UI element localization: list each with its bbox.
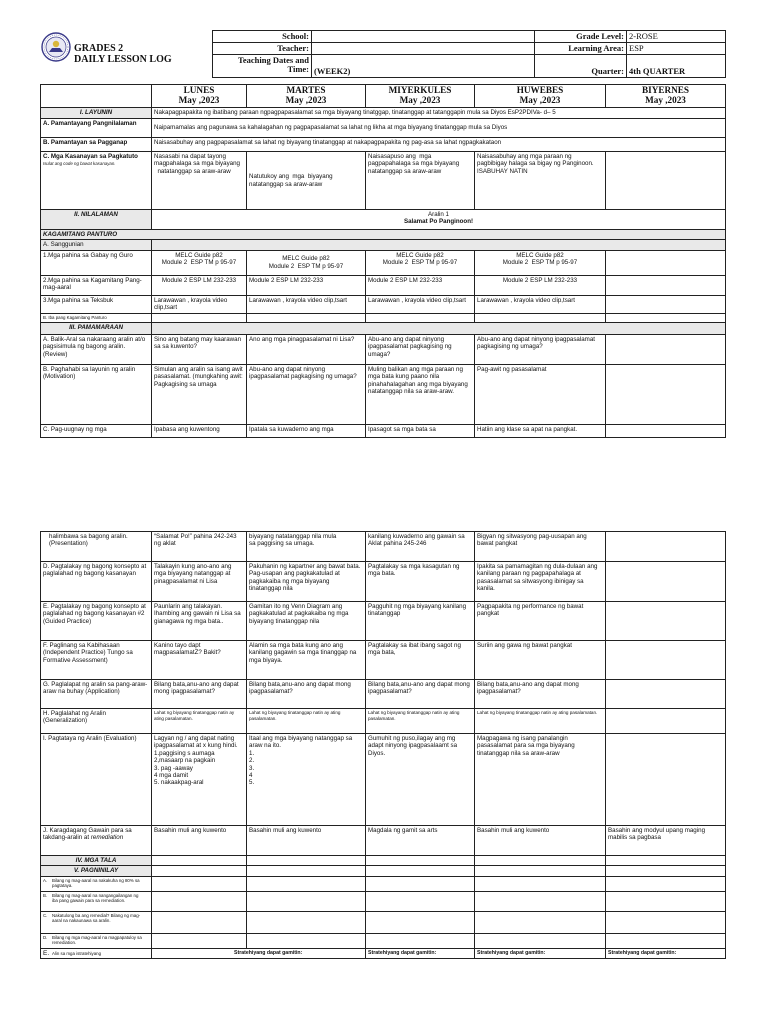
f-label: F. Paglinang sa Kabihasaan (Independent Practice) Tungo sa Formative Assessment) (41, 641, 152, 680)
i-cell-4: Magpagawa ng isang panalangin pasasalamat para sa mga biyayang tinatanggap nila sa araw-araw (475, 734, 606, 826)
title-log: DAILY LESSON LOG (74, 54, 172, 65)
presentation-cell-1: “Salamat Po!” pahina 242-243 ng aklat (152, 532, 247, 562)
tala-cell-4 (475, 856, 606, 866)
presentation-start-3: Ipasagot sa mga bata sa (366, 424, 475, 437)
b-text: Naisasabuhay ang pagpapasalamat sa lahat ng biyayang tinatanggap at nakapagpapakita ng pag-asa sa lahat ngpagkakataon (152, 138, 726, 152)
presentation-start-5 (606, 424, 726, 437)
strat-cell-4: Stratehiyang dapat gamitin: (606, 948, 726, 958)
c-label-cell (41, 152, 152, 210)
lesson-table-page2 (40, 531, 726, 959)
lm-cell-3: Module 2 ESP LM 232-233 (366, 275, 475, 295)
presentation-cell-2: biyayang natatanggap nila mula sa paggising sa umaga. (247, 532, 366, 562)
g-cell-5 (606, 680, 726, 709)
h-label: H. Paglalahat ng Aralin (Generalization) (41, 709, 152, 734)
school-value (312, 31, 535, 43)
quarter-label: Quarter: (535, 55, 627, 78)
area-value: ESP (627, 43, 726, 55)
row-motivation (41, 364, 726, 424)
pamamaraan-label: III. PAMAMARAAN (41, 322, 152, 334)
tala-cell-5 (606, 856, 726, 866)
f-cell-4: Suriin ang gawa ng bawat pangkat (475, 641, 606, 680)
review-cell-3: Abu-ano ang dapat ninyong ipagpasalamat pagkagising ng umaga? (366, 334, 475, 364)
row-pc (41, 911, 726, 933)
c-cell-5 (606, 152, 726, 210)
c-cell-3: Naisasapuso ang mga pagpapahalaga sa mga biyayang natatanggap sa araw-araw (366, 152, 475, 210)
motivation-cell-4: Pag-awit ng pasasalamat (475, 364, 606, 424)
day-lunes: LUNES May ,2023 (152, 85, 247, 108)
presentation-start-2: Ipatala sa kuwaderno ang mga (247, 424, 366, 437)
pd-label: Bilang ng mga mag-aaral na magpapatuloy sa remediation. (52, 934, 142, 946)
e-label: E. Pagtalakay ng bagong konsepto at paglalahad ng bagong kasanayan #2 (Guided Practice) (41, 602, 152, 641)
presentation-cell-4: Bigyan ng sitwasyong pag-uusapan ang bawat pangkat (475, 532, 606, 562)
gabay-cell-3: MELC Guide p82 Module 2 ESP TM p 95-97 (366, 250, 475, 275)
area-label: Learning Area: (535, 43, 627, 55)
tala-cell-3 (366, 856, 475, 866)
j-cell-4: Basahin muli ang kuwento (475, 826, 606, 856)
pb-label: Bilang ng mag-aaral na nangangailangan ng iba pang gawain para sa remediation. (52, 892, 139, 904)
e-cell-5 (606, 602, 726, 641)
row-b-pamantayan (41, 138, 726, 152)
row-d-konsepto (41, 562, 726, 602)
tala-cell-1 (152, 856, 247, 866)
row-pd (41, 933, 726, 948)
layunin-text: Nakapagpapakita ng ibatibang paraan ngpagpapasalamat sa mga biyayang tinatggap, tinatanggap at tatanggapin mula sa Diyos EsP2PDIVa- d– 5 (152, 108, 726, 119)
f-cell-1: Kanino tayo dapt magpasalamatZ? Bakit? (152, 641, 247, 680)
motivation-label: B. Paghahabi sa layunin ng aralin (Motivation) (41, 364, 152, 424)
j-cell-5: Basahin ang modyul upang maging mabilis sa pagbasa (606, 826, 726, 856)
presentation-label-start: C. Pag-uugnay ng mga (41, 424, 152, 437)
iba-cell-5 (606, 313, 726, 322)
title-grade: GRADES 2 (74, 43, 124, 54)
g-label: G. Paglalapat ng aralin sa pang-araw-araw na buhay (Application) (41, 680, 152, 709)
row-c-kasanayan (41, 152, 726, 210)
iba-cell-1 (152, 313, 247, 322)
row-teksbuk (41, 295, 726, 313)
d-cell-3: Pagtalakay sa mga kasagutan ng mga bata. (366, 562, 475, 602)
pe-label: Alin sa mga istratehiyang (52, 950, 102, 956)
row-pb (41, 891, 726, 911)
review-label: A. Balik-Aral sa nakaraang aralin at/o pagsisimula ng bagong aralin.(Review) (41, 334, 152, 364)
ninilay-cell-3 (366, 866, 475, 876)
day-biyernes: BIYERNES May ,2023 (606, 85, 726, 108)
ninilay-cell-4 (475, 866, 606, 876)
school-label: School: (213, 31, 312, 43)
j-label: J. Karagdagang Gawain para sa takdang-aralin at (43, 827, 132, 842)
d-cell-1: Talakayin kung ano-ano ang mga biyayang natanggap at pinagpasalamat ni Lisa (152, 562, 247, 602)
motivation-cell-5 (606, 364, 726, 424)
row-g-application (41, 680, 726, 709)
nilalaman-text (152, 210, 726, 230)
a-label: A. Pamantayang Pangnilalaman (41, 119, 152, 138)
gabay-label: 1.Mga pahina sa Gabay ng Guro (41, 250, 152, 275)
ninilay-cell-2 (247, 866, 366, 876)
strat-cell-1: Stratehiyang dapat gamitin: (152, 948, 366, 958)
row-a-pamantayan (41, 119, 726, 138)
c-cell-2: Natutukoy ang mga biyayang natatanggap sa araw-araw (247, 152, 366, 210)
review-cell-1: Sino ang batang may kaarawan sa sa kuwento? (152, 334, 247, 364)
pamamaraan-blank (152, 322, 726, 334)
row-review (41, 334, 726, 364)
d-cell-4: Ipakita sa pamamagitan ng dula-dulaan ang kanilang paraan ng pagpapahalaga at pasasalamat sa sitwasyong ibinigay sa kanila. (475, 562, 606, 602)
iba-cell-3 (366, 313, 475, 322)
gabay-cell-1: MELC Guide p82 Module 2 ESP TM p 95-97 (152, 250, 247, 275)
pb-label-cell: B. Bilang ng mag-aaral na nangangailangan ng iba pang gawain para sa remediation. (41, 891, 152, 911)
kagamitan-label: KAGAMITANG PANTURO (41, 230, 726, 240)
day-huwebes: HUWEBES May ,2023 (475, 85, 606, 108)
tala-cell-2 (247, 856, 366, 866)
i-cell-2: Itaal ang mga biyayang natanggap sa araw na ito. 1. 2. 3. 4 5. (247, 734, 366, 826)
row-nilalaman (41, 210, 726, 230)
strat-cell-2: Stratehiyang dapat gamitin: (366, 948, 475, 958)
lm-cell-1: Module 2 ESP LM 232-233 (152, 275, 247, 295)
presentation-cell-5 (606, 532, 726, 562)
row-gabay (41, 250, 726, 275)
iba-cell-4 (475, 313, 606, 322)
iba-kagamitan-label: B. Iba pang Kagamitang Panturo (41, 313, 152, 322)
motivation-cell-1: Simulan ang aralin sa isang awit pasasalamat. (mungkahing awit: Pagkagising sa umaga (152, 364, 247, 424)
lm-cell-5 (606, 275, 726, 295)
teksbuk-cell-3: Larawawan , krayola video clip,tsart (366, 295, 475, 313)
row-layunin (41, 108, 726, 119)
pc-label-cell: C. Nakatulong ba ang remedial? Bilang ng mag-aaral na nakaunawa sa aralin. (41, 911, 152, 933)
row-kagamitan (41, 230, 726, 240)
a-text: Naipamamalas ang pagunawa sa kahalagahan ng pagpapasalamat sa lahat ng likha at mga biyayang tinatanggap mula sa Diyos (152, 119, 726, 138)
row-lm (41, 275, 726, 295)
ninilay-cell-1 (152, 866, 247, 876)
c-note: Isulat ang code ng bawat kasanayan. (43, 161, 116, 167)
teksbuk-cell-5 (606, 295, 726, 313)
pe-label-cell: E. Alin sa mga istratehiyang (41, 948, 152, 958)
j-cell-1: Basahin muli ang kuwento (152, 826, 247, 856)
teacher-value (312, 43, 535, 55)
motivation-cell-3: Muling balikan ang mga paraan ng mga bata kung paano nila pinahahalagahan ang mga biyayang natatanggap nila sa araw-araw. (366, 364, 475, 424)
aralin: Aralin 1 (428, 211, 449, 218)
i-cell-1: Lagyan ng / ang dapat nating ipagpasalamat at x kung hindi. 1.paggising s aumaga 2,masaarp na pagkain 3. pag -aaway 4 mga damit 5. nakaakpag-aral (152, 734, 247, 826)
j-cell-2: Basahin muli ang kuwento (247, 826, 366, 856)
dates-label-1: Teaching Dates and (237, 55, 309, 65)
i-cell-3: Gumuhit ng puso,ilagay ang mg adapt ninyong ipagpasalaamt sa Diyos. (366, 734, 475, 826)
e-cell-2: Gamitan ito ng Venn Diagram ang pagkakatulad at pagkakaiba ng mga biyayang tinatanggap nila (247, 602, 366, 641)
h-cell-1: Lahat ng biyayang tinatanggap natin ay ating pasalamatan. (152, 709, 247, 734)
e-cell-3: Pagguhit ng mga biyayang kanilang tinatanggap (366, 602, 475, 641)
j-cell-3: Magdala ng gamit sa arts (366, 826, 475, 856)
pa-label: Bilang ng mag-aaral na nakakuha ng 80% sa pagtataya. (52, 877, 140, 889)
dates-label-2: Time: (287, 64, 309, 74)
g-cell-2: Bilang bata,anu-ano ang dapat mong ipagpasalamat? (247, 680, 366, 709)
review-cell-5 (606, 334, 726, 364)
days-row (41, 85, 726, 108)
row-mga-tala (41, 856, 726, 866)
day-martes: MARTES May ,2023 (247, 85, 366, 108)
g-cell-1: Bilang bata,anu-ano ang dapat mong ipagpasalamat? (152, 680, 247, 709)
lm-cell-2: Module 2 ESP LM 232-233 (247, 275, 366, 295)
h-cell-2: Lahat ng biyayang tinatanggap natin ay ating pasalamatan. (247, 709, 366, 734)
row-presentation-start (41, 424, 726, 437)
corner-cell (41, 85, 152, 108)
strat-cell-3: Stratehiyang dapat gamitin: (475, 948, 606, 958)
presentation-start-4: Hatiin ang klase sa apat na pangkat. (475, 424, 606, 437)
motivation-cell-2: Abu-ano ang dapat ninyong ipagpasalamat pagkagising ng umaga? (247, 364, 366, 424)
row-e-konsepto (41, 602, 726, 641)
d-cell-2: Pakuhanin ng kapartner ang bawat bata. Pag-usapan ang pagkakatulad at pagkakaiba ng mga biyayang tinatanggap nila (247, 562, 366, 602)
row-h-generalization (41, 709, 726, 734)
day-miyerkules: MIYERKULES May ,2023 (366, 85, 475, 108)
c-cell-1: Nasasabi na dapat tayong magpahalaga sa mga biyayang natatanggap sa araw-araw (152, 152, 247, 210)
presentation-start-1: Ipabasa ang kuwentong (152, 424, 247, 437)
header-table (212, 30, 726, 78)
e-cell-1: Paunlarin ang talakayan. Ihambing ang gawain ni Lisa sa gianagawa ng mga bata.. (152, 602, 247, 641)
f-cell-2: Alamin sa mga bata kung ano ang kanilang gagawin sa mga tinanggap na mga biyaya. (247, 641, 366, 680)
lm-label: 2.Mga pahina sa Kagamitang Pang-mag-aaral (41, 275, 152, 295)
c-label: C. Mga Kasanayan sa Pagkatuto (43, 153, 138, 160)
i-label: I. Pagtataya ng Aralin (Evaluation) (41, 734, 152, 826)
gabay-cell-4: MELC Guide p82 Module 2 ESP TM p 95-97 (475, 250, 606, 275)
aralin-title: Salamat Po Panginoon! (403, 218, 474, 226)
teksbuk-cell-4: Larawawan , krayola video clip,tsart (475, 295, 606, 313)
row-i-evaluation (41, 734, 726, 826)
row-pamamaraan (41, 322, 726, 334)
f-cell-5 (606, 641, 726, 680)
gabay-cell-5 (606, 250, 726, 275)
h-cell-4: Lahat ng biyayang tinatanggap natin ay ating pasalamatan. (475, 709, 606, 734)
i-cell-5 (606, 734, 726, 826)
deped-seal (41, 32, 71, 62)
layunin-label: I. LAYUNIN (41, 108, 152, 119)
j-label-remediation: remediation (90, 834, 124, 842)
iba-cell-2 (247, 313, 366, 322)
row-presentation (41, 532, 726, 562)
grade-label: Grade Level: (535, 31, 627, 43)
quarter-value: 4th QUARTER (627, 55, 726, 78)
doc-title (74, 43, 172, 65)
row-j-takdang-aralin (41, 826, 726, 856)
b-label: B. Pamantayan sa Pagganap (41, 138, 152, 152)
gabay-cell-2: MELC Guide p82 Module 2 ESP TM p 95-97 (247, 250, 366, 275)
dates-value: (WEEK2) (312, 55, 535, 78)
pa-label-cell: A. Bilang ng mag-aaral na nakakuha ng 80% sa pagtataya. (41, 876, 152, 891)
ninilay-cell-5 (606, 866, 726, 876)
review-cell-4: Abu-ano ang dapat ninyong ipagpasalamat pagkagising ng umaga? (475, 334, 606, 364)
dates-label (213, 55, 312, 78)
row-iba-kagamitan (41, 313, 726, 322)
row-pagninilay (41, 866, 726, 876)
row-f-kabihasaan (41, 641, 726, 680)
h-cell-3: Lahat ng biyayang tinatanggap natin ay ating pasalamatan. (366, 709, 475, 734)
sanggunian-blank (152, 240, 726, 250)
row-pa (41, 876, 726, 891)
presentation-label: halimbawa sa bagong aralin.(Presentation) (41, 532, 152, 562)
teksbuk-cell-2: Larawawan , krayola video clip,tsart (247, 295, 366, 313)
g-cell-3: Bilang bata,anu-ano ang dapat mong ipagpasalamat? (366, 680, 475, 709)
d-cell-5 (606, 562, 726, 602)
f-cell-3: Pagtalakay sa ibat ibang sagot ng mga bata, (366, 641, 475, 680)
g-cell-4: Bilang bata,anu-ano ang dapat mong ipagpasalamat? (475, 680, 606, 709)
d-label: D. Pagtalakay ng bagong konsepto at paglalahad ng bagong kasanayan (41, 562, 152, 602)
j-label-cell (41, 826, 152, 856)
sanggunian-label: A. Sanggunian (41, 240, 152, 250)
lm-cell-4: Module 2 ESP LM 232-233 (475, 275, 606, 295)
pc-label: Nakatulong ba ang remedial? Bilang ng mag-aaral na nakaunawa sa aralin. (52, 912, 141, 924)
teacher-label: Teacher: (213, 43, 312, 55)
nilalaman-label: II. NILALAMAN (41, 210, 152, 230)
teksbuk-label: 3.Mga pahina sa Teksbuk (41, 295, 152, 313)
grade-value: 2-ROSE (627, 31, 726, 43)
row-sanggunian (41, 240, 726, 250)
h-cell-5 (606, 709, 726, 734)
pd-label-cell: D. Bilang ng mga mag-aaral na magpapatuloy sa remediation. (41, 933, 152, 948)
mga-tala-label: IV. MGA TALA (41, 856, 152, 866)
row-pe (41, 948, 726, 958)
teksbuk-cell-1: Larawawan , krayola video clip,tsart (152, 295, 247, 313)
c-cell-4: Naisasabuhay ang mga paraan ng pagbibigay halaga sa bigay ng Panginoon. ISABUHAY NATIN (475, 152, 606, 210)
review-cell-2: Ano ang mga pinagpasalamat ni Lisa? (247, 334, 366, 364)
pagninilay-label: V. PAGNINILAY (41, 866, 152, 876)
presentation-cell-3: kanilang kuwaderno ang gawain sa Aklat pahina 245-246 (366, 532, 475, 562)
lesson-table-page1 (40, 84, 726, 438)
e-cell-4: Pagpapakita ng performance ng bawat pangkat (475, 602, 606, 641)
